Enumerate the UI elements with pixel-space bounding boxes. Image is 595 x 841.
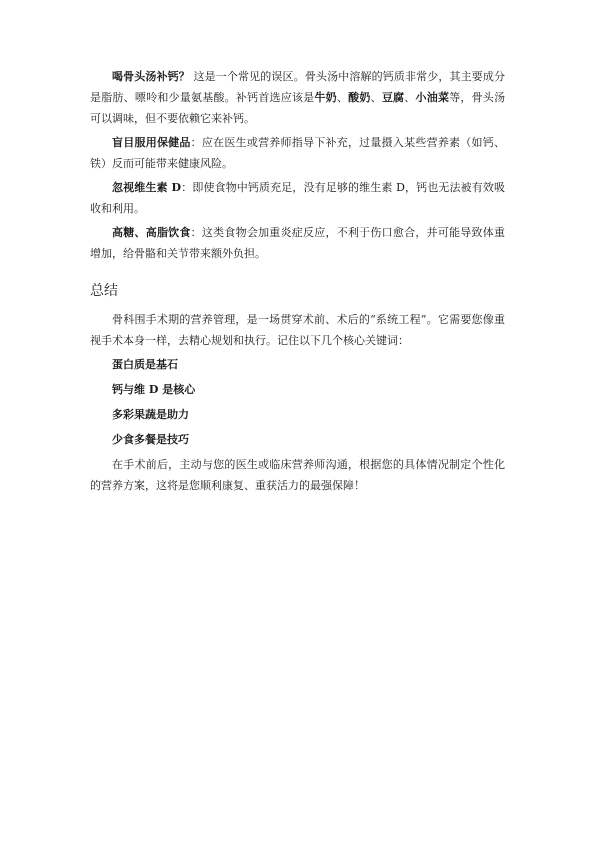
- keyword-item: 蛋白质是基石: [112, 358, 178, 371]
- body-text: ：这类食物会加重炎症反应，不利于伤口愈合，并可能导致体重增加，给骨骼和关节带来额外负担。: [90, 226, 506, 260]
- body-text: 、: [336, 91, 349, 104]
- body-text: ：应在医生或营养师指导下补充，过量摄入某些营养素（如钙、铁）反而可能带来健康风险。: [90, 136, 506, 170]
- myth-lead: 喝骨头汤补钙？: [112, 70, 190, 83]
- myth-paragraph: [90, 66, 505, 129]
- keyword-item: 钙与维 D 是核心: [112, 383, 196, 396]
- keyword-item: 少食多餐是技巧: [112, 433, 189, 446]
- document-page: [90, 66, 505, 499]
- myth-lead: 忽视维生素 D: [112, 181, 182, 194]
- summary-closing: 在手术前后，主动与您的医生或临床营养师沟通，根据您的具体情况制定个性化的营养方案，这将是您顺利康复、重获活力的最强保障！: [90, 458, 505, 492]
- body-text: 、: [370, 91, 382, 104]
- highlight-text: 酸奶: [348, 91, 371, 104]
- myth-paragraph: [90, 132, 505, 174]
- body-text: ：即使食物中钙质充足，没有足够的维生素 D，钙也无法被有效吸收和利用。: [90, 181, 505, 215]
- myth-lead: 盲目服用保健品: [112, 136, 191, 149]
- body-text: 等，骨头汤可以调味，但不要依赖它来补钙。: [90, 91, 506, 125]
- myth-paragraph: [90, 222, 505, 264]
- myth-paragraph: [90, 177, 505, 219]
- summary-intro: 骨科围手术期的营养管理，是一场贯穿术前、术后的“系统工程”。它需要您像重视手术本身一样，去精心规划和执行。记住以下几个核心关键词：: [90, 313, 505, 347]
- myth-lead: 高糖、高脂饮食: [112, 226, 191, 239]
- summary-heading: 总结: [90, 283, 118, 299]
- body-text: 这是一个常见的误区。骨头汤中溶解的钙质非常少，其主要成分是脂肪、嘌呤和少量氨基酸。补钙首选应该是: [90, 70, 506, 104]
- highlight-text: 牛奶: [314, 91, 337, 104]
- keyword-item: 多彩果蔬是助力: [112, 408, 189, 421]
- highlight-text: 豆腐: [381, 91, 405, 104]
- highlight-text: 小油菜: [415, 91, 450, 104]
- body-text: 、: [404, 91, 416, 104]
